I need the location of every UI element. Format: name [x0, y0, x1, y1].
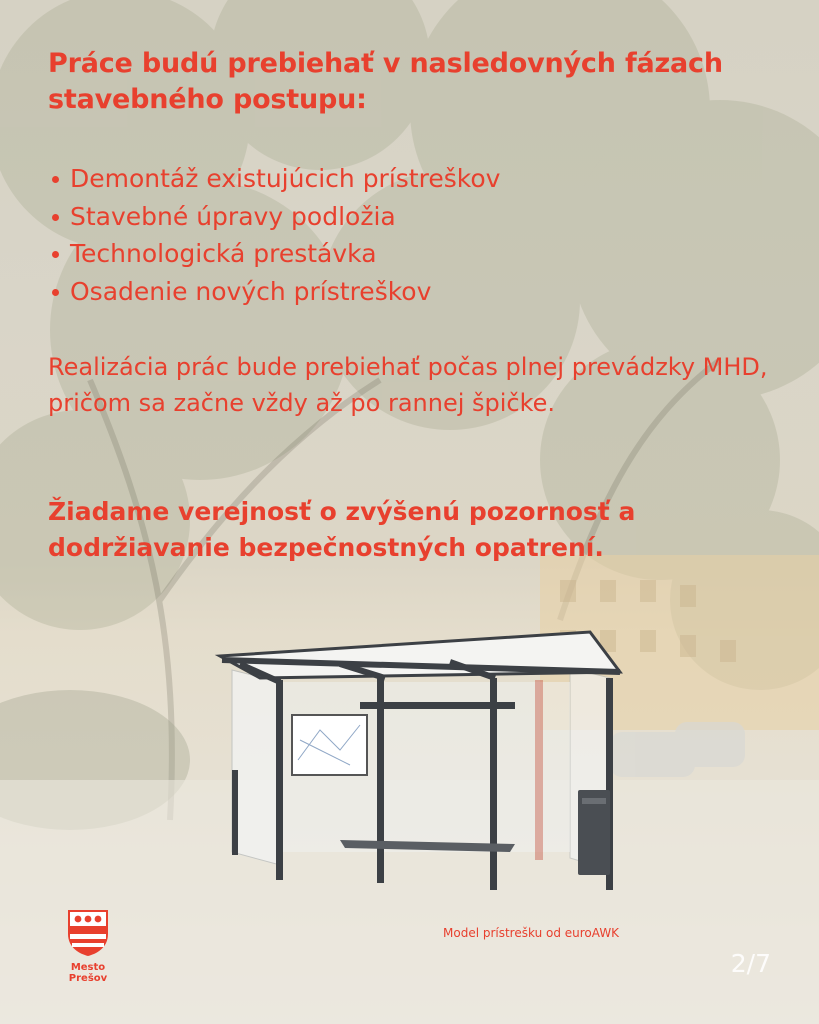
list-item: Technologická prestávka: [48, 235, 779, 273]
list-item: Demontáž existujúcich prístreškov: [48, 160, 779, 198]
list-item: Osadenie nových prístreškov: [48, 273, 779, 311]
city-coat-of-arms-icon: [66, 908, 110, 958]
image-caption: Model prístrešku od euroAWK: [443, 926, 620, 940]
bus-shelter-image: [200, 620, 640, 910]
info-paragraph: Realizácia prác bude prebiehať počas plnej prevádzky MHD, pričom sa začne vždy až po rannej špičke.: [48, 353, 768, 417]
safety-notice: Žiadame verejnosť o zvýšenú pozornosť a dodržiavanie bezpečnostných opatrení.: [48, 497, 636, 562]
phase-list: [48, 160, 779, 310]
city-name: Mesto Prešov: [68, 962, 108, 984]
city-logo: [52, 908, 124, 984]
page-heading: Práce budú prebiehať v nasledovných fázach stavebného postupu:: [48, 48, 723, 115]
page-indicator: 2/7: [730, 949, 771, 978]
list-item: Stavebné úpravy podložia: [48, 198, 779, 236]
